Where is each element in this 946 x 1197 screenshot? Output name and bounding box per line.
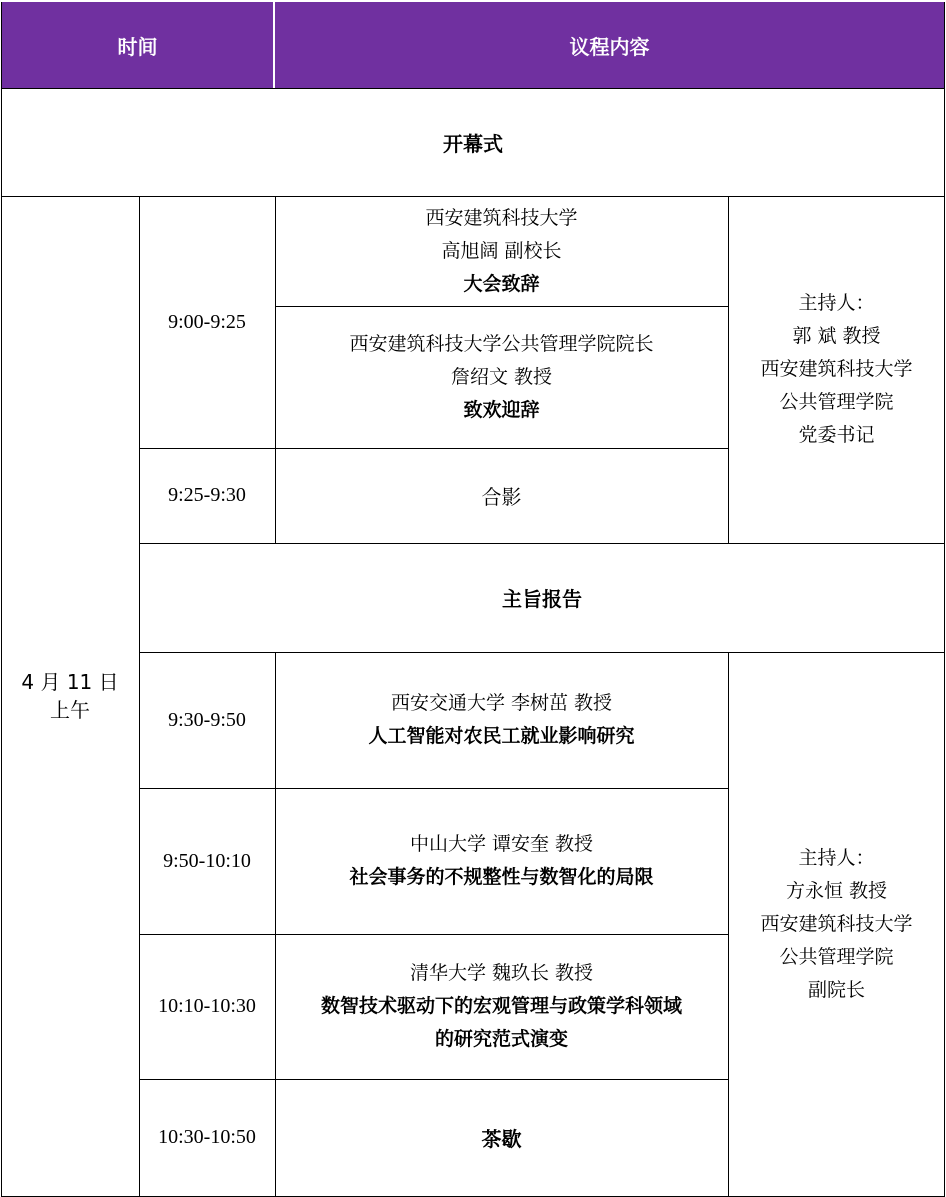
time-slot-6: 10:30-10:50: [158, 1126, 256, 1148]
time-slot-1: 9:00-9:25: [168, 310, 246, 333]
talk1-speaker: 西安交通大学 李树茁 教授: [390, 692, 613, 714]
welcome-speech-org: 西安建筑科技大学: [425, 206, 578, 229]
date-period: 上午: [50, 698, 90, 722]
host2-role: 副院长: [807, 978, 865, 1001]
host1-name: 郭 斌 教授: [792, 325, 881, 347]
talk2-speaker: 中山大学 谭安奎 教授: [409, 833, 594, 855]
table-border: [275, 652, 276, 1196]
time-slot-3: 9:30-9:50: [168, 708, 246, 731]
host1-cell: [728, 196, 945, 543]
section-keynote: 主旨报告: [502, 587, 582, 611]
header-agenda: 议程内容: [275, 2, 944, 88]
group-photo-cell: 合影: [481, 485, 522, 509]
table-border: [1, 2, 2, 1196]
time-slot-5: 10:10-10:30: [158, 995, 256, 1017]
talk2-cell: [275, 788, 728, 934]
host2-name: 方永恒 教授: [785, 879, 888, 902]
table-border: [1, 196, 945, 197]
welcome-address-org: 西安建筑科技大学公共管理学院院长: [349, 332, 654, 355]
welcome-speech-title: 大会致辞: [463, 272, 540, 295]
table-border: [139, 788, 728, 789]
talk3-title-line1: 数智技术驱动下的宏观管理与政策学科领域: [320, 995, 682, 1017]
talk2-title: 社会事务的不规整性与数智化的局限: [349, 866, 654, 888]
host2-org: 西安建筑科技大学: [760, 912, 913, 935]
welcome-address-person: 詹绍文 教授: [450, 365, 553, 388]
table-border: [139, 652, 945, 653]
host2-dept: 公共管理学院: [779, 945, 894, 968]
host1-role: 党委书记: [798, 424, 875, 446]
table-border: [728, 196, 729, 543]
table-border: [275, 306, 728, 307]
header-time: 时间: [2, 2, 273, 88]
section-opening: 开幕式: [443, 131, 503, 156]
host1-org: 西安建筑科技大学: [760, 358, 913, 380]
talk3-speaker: 清华大学 魏玖长 教授: [409, 962, 594, 984]
talk1-title: 人工智能对农民工就业影响研究: [368, 725, 635, 747]
welcome-address-title: 致欢迎辞: [463, 398, 540, 421]
table-border: [139, 196, 140, 1196]
table-border: [139, 543, 945, 544]
table-border: [275, 196, 276, 543]
host2-cell: [728, 652, 945, 1196]
host2-label: 主持人：: [798, 846, 875, 869]
date-day: 4 月 11 日: [21, 670, 119, 694]
table-border: [139, 1079, 728, 1080]
time-slot-2: 9:25-9:30: [168, 484, 246, 506]
date-cell: [1, 196, 139, 1196]
host1-label: 主持人：: [798, 292, 875, 314]
welcome-address-cell: [275, 306, 728, 448]
table-border: [139, 934, 728, 935]
welcome-speech-cell: [275, 196, 728, 306]
host1-dept: 公共管理学院: [779, 391, 894, 413]
table-border: [944, 2, 945, 1196]
table-border: [139, 448, 728, 449]
welcome-speech-person: 高旭阔 副校长: [441, 239, 562, 262]
talk3-title-line2: 的研究范式演变: [434, 1028, 568, 1050]
tea-break-cell: 茶歇: [481, 1127, 522, 1151]
table-border: [1, 88, 945, 89]
table-border: [728, 652, 729, 1196]
talk1-cell: [275, 652, 728, 788]
talk3-cell: [275, 934, 728, 1079]
time-slot-4: 9:50-10:10: [163, 849, 251, 872]
